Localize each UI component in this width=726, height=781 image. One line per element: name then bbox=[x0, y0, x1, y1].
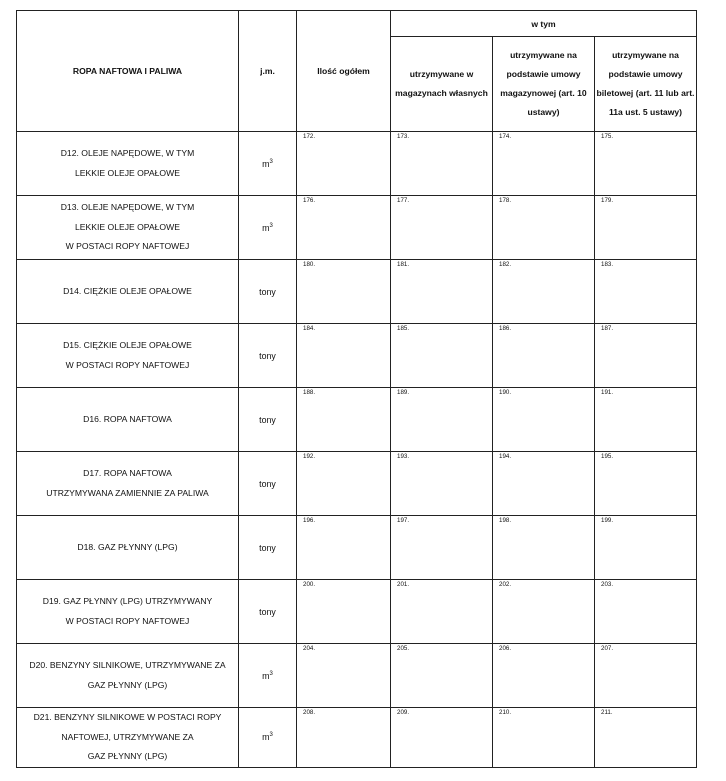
field-number: 195. bbox=[601, 453, 614, 460]
table-row bbox=[17, 196, 697, 260]
field-number: 205. bbox=[397, 645, 410, 652]
product-label bbox=[17, 324, 239, 388]
unit-cell bbox=[239, 324, 297, 388]
header-ticket-contract bbox=[595, 37, 697, 132]
product-label-line: D13. OLEJE NAPĘDOWE, W TYM bbox=[60, 202, 195, 213]
field-number: 187. bbox=[601, 325, 614, 332]
product-label-line: D20. BENZYNY SILNIKOWE, UTRZYMYWANE ZA bbox=[29, 660, 226, 670]
field-number: 203. bbox=[601, 581, 614, 588]
unit-label: tony bbox=[259, 606, 276, 617]
field-number: 179. bbox=[601, 197, 614, 204]
entry-field[interactable] bbox=[391, 196, 493, 260]
field-number: 176. bbox=[303, 197, 316, 204]
entry-field[interactable] bbox=[595, 196, 697, 260]
unit-label: m bbox=[262, 732, 270, 743]
entry-field[interactable] bbox=[297, 516, 391, 580]
field-number: 185. bbox=[397, 325, 410, 332]
entry-field[interactable] bbox=[595, 708, 697, 768]
product-label bbox=[17, 708, 239, 768]
product-label-line: D21. BENZYNY SILNIKOWE W POSTACI ROPY bbox=[33, 712, 222, 722]
entry-field[interactable] bbox=[297, 196, 391, 260]
entry-field[interactable] bbox=[391, 580, 493, 644]
table-row bbox=[17, 516, 697, 580]
entry-field[interactable] bbox=[595, 260, 697, 324]
unit-label: tony bbox=[259, 350, 276, 361]
entry-field[interactable] bbox=[391, 260, 493, 324]
product-label-line: LEKKIE OLEJE OPAŁOWE bbox=[75, 221, 180, 232]
unit-cell bbox=[239, 580, 297, 644]
unit-cell bbox=[239, 708, 297, 768]
entry-field[interactable] bbox=[493, 324, 595, 388]
field-number: 191. bbox=[601, 389, 614, 396]
table-row bbox=[17, 260, 697, 324]
field-number: 192. bbox=[303, 453, 316, 460]
entry-field[interactable] bbox=[297, 324, 391, 388]
product-label-line: GAZ PŁYNNY (LPG) bbox=[87, 679, 168, 690]
product-label-line: D16. ROPA NAFTOWA bbox=[83, 413, 172, 424]
field-number: 210. bbox=[499, 709, 512, 716]
entry-field[interactable] bbox=[493, 580, 595, 644]
field-number: 173. bbox=[397, 133, 410, 140]
field-number: 196. bbox=[303, 517, 316, 524]
field-number: 186. bbox=[499, 325, 512, 332]
field-number: 178. bbox=[499, 197, 512, 204]
entry-field[interactable] bbox=[493, 452, 595, 516]
field-number: 175. bbox=[601, 133, 614, 140]
unit-cell bbox=[239, 452, 297, 516]
header-unit: j.m. bbox=[239, 11, 297, 132]
product-label-line: LEKKIE OLEJE OPAŁOWE bbox=[75, 167, 180, 178]
field-number: 184. bbox=[303, 325, 316, 332]
field-number: 204. bbox=[303, 645, 316, 652]
product-label-line: W POSTACI ROPY NAFTOWEJ bbox=[65, 359, 190, 370]
entry-field[interactable] bbox=[595, 516, 697, 580]
header-own-storage-text: utrzymywane w magazynach własnych bbox=[395, 69, 488, 98]
header-group-in-which: w tym bbox=[391, 11, 697, 37]
table-row bbox=[17, 132, 697, 196]
entry-field[interactable] bbox=[595, 644, 697, 708]
unit-label: tony bbox=[259, 478, 276, 489]
product-label bbox=[17, 132, 239, 196]
unit-label: tony bbox=[259, 286, 276, 297]
field-number: 200. bbox=[303, 581, 316, 588]
entry-field[interactable] bbox=[493, 516, 595, 580]
unit-label: m bbox=[262, 222, 270, 233]
field-number: 181. bbox=[397, 261, 410, 268]
field-number: 206. bbox=[499, 645, 512, 652]
field-number: 190. bbox=[499, 389, 512, 396]
field-number: 180. bbox=[303, 261, 316, 268]
header-own-storage bbox=[391, 37, 493, 132]
field-number: 172. bbox=[303, 133, 316, 140]
unit-exponent: 3 bbox=[269, 158, 273, 165]
product-label-line: D15. CIĘŻKIE OLEJE OPAŁOWE bbox=[63, 340, 192, 350]
field-number: 182. bbox=[499, 261, 512, 268]
entry-field[interactable] bbox=[297, 580, 391, 644]
field-number: 189. bbox=[397, 389, 410, 396]
entry-field[interactable] bbox=[391, 708, 493, 768]
unit-exponent: 3 bbox=[269, 732, 273, 739]
unit-label: tony bbox=[259, 414, 276, 425]
unit-cell bbox=[239, 644, 297, 708]
field-number: 209. bbox=[397, 709, 410, 716]
unit-cell bbox=[239, 196, 297, 260]
unit-label: m bbox=[262, 158, 270, 169]
unit-label: tony bbox=[259, 542, 276, 553]
product-label-line: D17. ROPA NAFTOWA bbox=[83, 468, 172, 478]
entry-field[interactable] bbox=[297, 260, 391, 324]
field-number: 201. bbox=[397, 581, 410, 588]
entry-field[interactable] bbox=[595, 132, 697, 196]
header-storage-contract bbox=[493, 37, 595, 132]
product-label bbox=[17, 196, 239, 260]
product-label-line: GAZ PŁYNNY (LPG) bbox=[87, 751, 168, 761]
product-label bbox=[17, 516, 239, 580]
field-number: 183. bbox=[601, 261, 614, 268]
entry-field[interactable] bbox=[391, 324, 493, 388]
table-row bbox=[17, 644, 697, 708]
product-label bbox=[17, 644, 239, 708]
field-number: 202. bbox=[499, 581, 512, 588]
unit-cell bbox=[239, 132, 297, 196]
product-label-line: NAFTOWEJ, UTRZYMYWANE ZA bbox=[61, 731, 194, 742]
entry-field[interactable] bbox=[493, 196, 595, 260]
table-row bbox=[17, 580, 697, 644]
entry-field[interactable] bbox=[297, 132, 391, 196]
entry-field[interactable] bbox=[595, 580, 697, 644]
entry-field[interactable] bbox=[595, 452, 697, 516]
field-number: 177. bbox=[397, 197, 410, 204]
fuel-reserves-table bbox=[16, 10, 697, 768]
entry-field[interactable] bbox=[391, 452, 493, 516]
product-label-line: W POSTACI ROPY NAFTOWEJ bbox=[65, 615, 190, 626]
product-label-line: UTRZYMYWANA ZAMIENNIE ZA PALIWA bbox=[46, 487, 209, 498]
unit-cell bbox=[239, 260, 297, 324]
entry-field[interactable] bbox=[493, 388, 595, 452]
entry-field[interactable] bbox=[595, 324, 697, 388]
entry-field[interactable] bbox=[595, 388, 697, 452]
entry-field[interactable] bbox=[493, 260, 595, 324]
product-label bbox=[17, 452, 239, 516]
entry-field[interactable] bbox=[297, 644, 391, 708]
entry-field[interactable] bbox=[493, 644, 595, 708]
product-label-line: D14. CIĘŻKIE OLEJE OPAŁOWE bbox=[63, 285, 192, 296]
field-number: 211. bbox=[601, 709, 613, 716]
product-label bbox=[17, 388, 239, 452]
field-number: 198. bbox=[499, 517, 512, 524]
table-row bbox=[17, 324, 697, 388]
entry-field[interactable] bbox=[391, 388, 493, 452]
table-row bbox=[17, 452, 697, 516]
entry-field[interactable] bbox=[297, 708, 391, 768]
entry-field[interactable] bbox=[391, 132, 493, 196]
unit-cell bbox=[239, 388, 297, 452]
field-number: 208. bbox=[303, 709, 316, 716]
entry-field[interactable] bbox=[297, 452, 391, 516]
field-number: 174. bbox=[499, 133, 512, 140]
field-number: 193. bbox=[397, 453, 410, 460]
header-total: Ilość ogółem bbox=[297, 11, 391, 132]
product-label bbox=[17, 260, 239, 324]
entry-field[interactable] bbox=[297, 388, 391, 452]
product-label bbox=[17, 580, 239, 644]
unit-exponent: 3 bbox=[269, 670, 273, 677]
product-label-line: W POSTACI ROPY NAFTOWEJ bbox=[65, 241, 190, 252]
unit-cell bbox=[239, 516, 297, 580]
product-label-line: D19. GAZ PŁYNNY (LPG) UTRZYMYWANY bbox=[42, 596, 213, 606]
header-ticket-contract-text: utrzymywane na podstawie umowy biletowej (art. 11 lub art. 11a ust. 5 ustawy) bbox=[596, 50, 695, 117]
table-row bbox=[17, 388, 697, 452]
field-number: 188. bbox=[303, 389, 316, 396]
field-number: 194. bbox=[499, 453, 512, 460]
table-row bbox=[17, 708, 697, 768]
product-label-line: D18. GAZ PŁYNNY (LPG) bbox=[77, 541, 178, 552]
field-number: 199. bbox=[601, 517, 614, 524]
header-storage-contract-text: utrzymywane na podstawie umowy magazynowej (art. 10 ustawy) bbox=[500, 50, 587, 117]
field-number: 197. bbox=[397, 517, 410, 524]
entry-field[interactable] bbox=[493, 708, 595, 768]
entry-field[interactable] bbox=[493, 132, 595, 196]
field-number: 207. bbox=[601, 645, 614, 652]
entry-field[interactable] bbox=[391, 644, 493, 708]
entry-field[interactable] bbox=[391, 516, 493, 580]
unit-exponent: 3 bbox=[269, 222, 273, 229]
product-label-line: D12. OLEJE NAPĘDOWE, W TYM bbox=[60, 148, 195, 158]
header-product: ROPA NAFTOWA I PALIWA bbox=[17, 11, 239, 132]
unit-label: m bbox=[262, 670, 270, 681]
